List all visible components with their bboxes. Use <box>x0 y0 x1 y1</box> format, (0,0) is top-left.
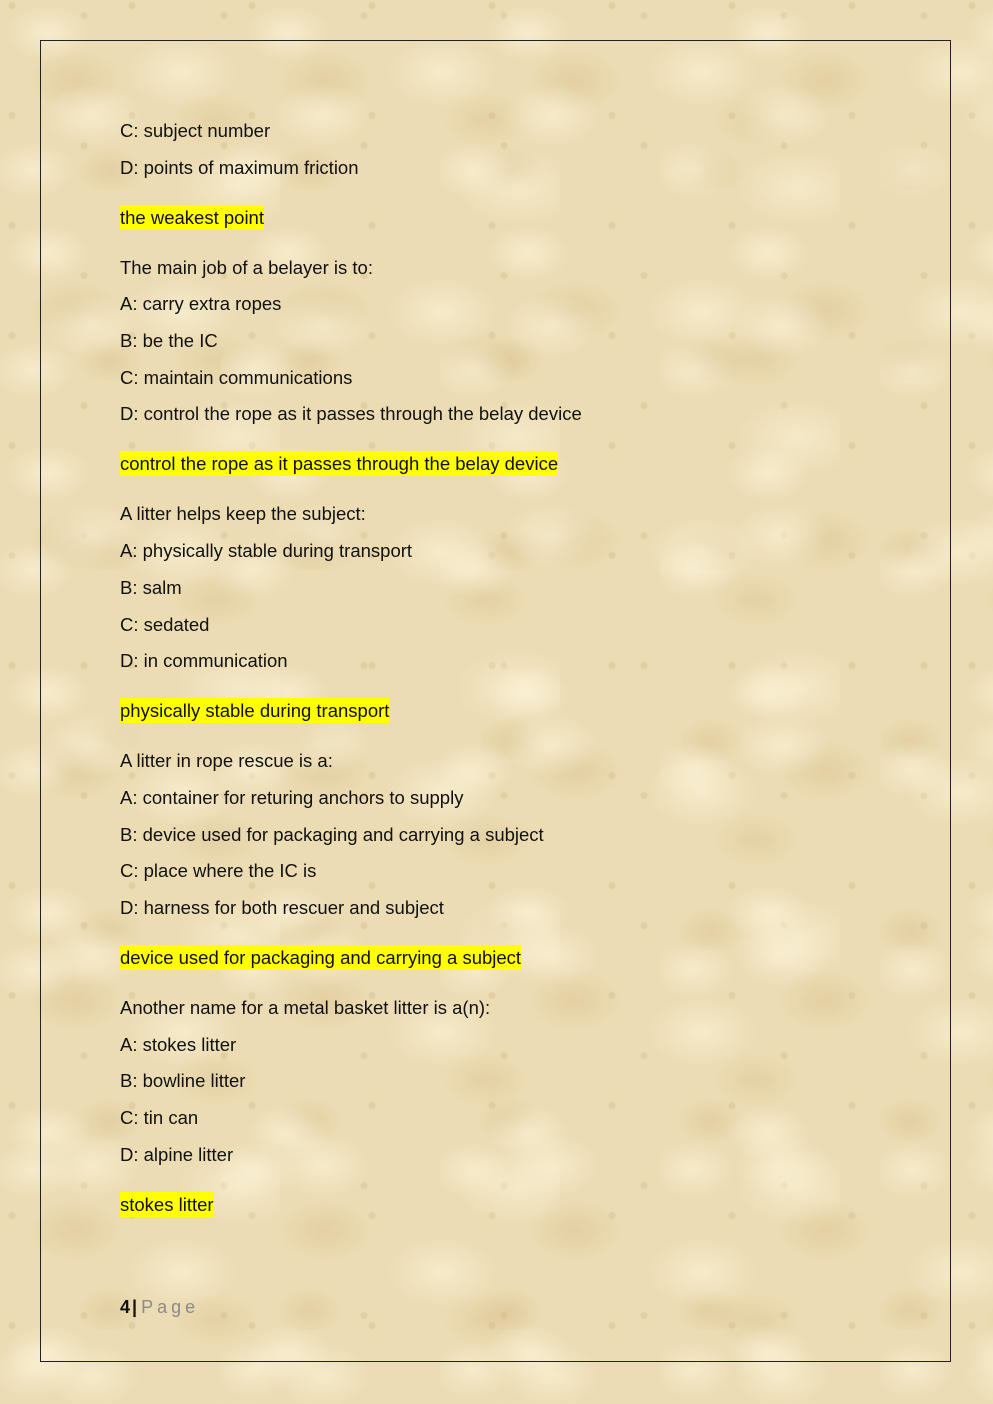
option-a: A: stokes litter <box>120 1033 237 1055</box>
question-text: Another name for a metal basket litter is a(n): <box>120 996 491 1018</box>
highlighted-answer: stokes litter <box>120 1193 214 1215</box>
option-c: C: place where the IC is <box>120 860 317 882</box>
answer-line <box>120 452 900 476</box>
option-a: A: container for returing anchors to supply <box>120 786 464 808</box>
option-d: D: alpine litter <box>120 1143 234 1165</box>
document-body <box>120 119 900 1229</box>
question-text: A litter helps keep the subject: <box>120 503 366 525</box>
page-footer <box>120 1295 199 1319</box>
answer-line <box>120 699 900 723</box>
answer-line <box>120 946 900 970</box>
highlighted-answer: device used for packaging and carrying a subject <box>120 946 522 968</box>
question-text: A litter in rope rescue is a: <box>120 750 333 772</box>
highlighted-answer: control the rope as it passes through the belay device <box>120 453 559 475</box>
answer-line <box>120 206 900 230</box>
option-d: D: harness for both rescuer and subject <box>120 896 444 918</box>
option-a: A: physically stable during transport <box>120 540 413 562</box>
option-c: C: sedated <box>120 613 210 635</box>
option-c: C: maintain communications <box>120 366 353 388</box>
option-b: B: salm <box>120 576 182 598</box>
option-d: D: points of maximum friction <box>120 156 359 178</box>
option-c: C: subject number <box>120 120 271 141</box>
page-number: 4 <box>120 1297 131 1317</box>
option-b: B: bowline litter <box>120 1070 246 1092</box>
option-d: D: in communication <box>120 650 288 672</box>
page-separator: | <box>132 1297 138 1317</box>
answer-line <box>120 1193 900 1217</box>
highlighted-answer: physically stable during transport <box>120 700 390 722</box>
highlighted-answer: the weakest point <box>120 206 264 228</box>
option-b: B: device used for packaging and carrying a subject <box>120 823 544 845</box>
option-d: D: control the rope as it passes through the belay device <box>120 403 582 425</box>
page-word: Page <box>141 1297 200 1317</box>
option-c: C: tin can <box>120 1107 199 1128</box>
question-text: The main job of a belayer is to: <box>120 256 373 278</box>
option-a: A: carry extra ropes <box>120 293 282 315</box>
option-b: B: be the IC <box>120 330 218 352</box>
